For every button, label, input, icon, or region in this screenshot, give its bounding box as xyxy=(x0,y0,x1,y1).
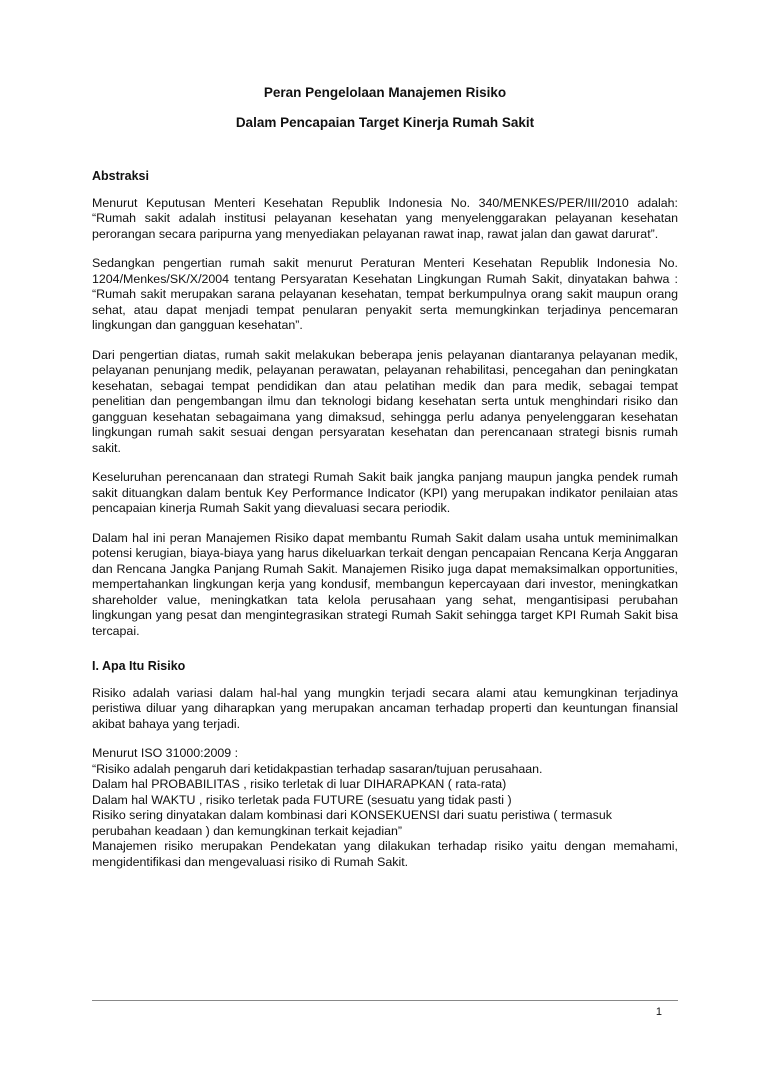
iso-line: “Risiko adalah pengaruh dari ketidakpastian terhadap sasaran/tujuan perusahaan. xyxy=(92,761,543,776)
iso-line: Risiko sering dinyatakan dalam kombinasi dari KONSEKUENSI dari suatu peristiwa ( termasuk xyxy=(92,808,612,822)
abstract-paragraph: Sedangkan pengertian rumah sakit menurut Peraturan Menteri Kesehatan Republik Indonesia No. 1204/Menkes/SK/X/2004 tentang Persyaratan Kesehatan Lingkungan Rumah Sakit, dinyatakan bahwa : “Rumah sakit merupakan sarana pelayanan kesehatan, tempat berkumpulnya orang sakit maupun orang sehat, atau dapat menjadi tempat penularan penyakit serta memungkinkan terjadinya pencemaran lingkungan dan gangguan kesehatan”. xyxy=(92,256,678,332)
iso-line: Menurut ISO 31000:2009 : xyxy=(92,746,239,760)
section-paragraph: Risiko adalah variasi dalam hal-hal yang mungkin terjadi secara alami atau kemungkinan terjadinya peristiwa diluar yang diharapkan yang merupakan ancaman terhadap properti dan keuntungan finansial akibat bahaya yang terjadi. xyxy=(92,685,678,731)
section-heading: I. Apa Itu Risiko xyxy=(92,659,186,673)
abstract-paragraph: Menurut Keputusan Menteri Kesehatan Republik Indonesia No. 340/MENKES/PER/III/2010 adalah: “Rumah sakit adalah institusi pelayanan kesehatan yang menyelenggarakan pelayanan kesehatan perorangan secara paripurna yang menyediakan pelayanan rawat inap, rawat jalan dan gawat darurat”. xyxy=(92,195,678,241)
document-subtitle: Dalam Pencapaian Target Kinerja Rumah Sakit xyxy=(235,115,535,130)
document-title: Peran Pengelolaan Manajemen Risiko xyxy=(263,85,507,100)
iso-line: perubahan keadaan ) dan kemungkinan terkait kejadian” xyxy=(92,823,402,838)
abstract-paragraph: Keseluruhan perencanaan dan strategi Rumah Sakit baik jangka panjang maupun jangka pendek rumah sakit dituangkan dalam bentuk Key Performance Indicator (KPI) yang merupakan indikator penilaian atas pencapaian kinerja Rumah Sakit yang dievaluasi secara periodik. xyxy=(92,470,678,515)
footer-divider xyxy=(92,1000,678,1001)
abstract-paragraph: Dalam hal ini peran Manajemen Risiko dapat membantu Rumah Sakit dalam usaha untuk meminimalkan potensi kerugian, biaya-biaya yang harus dikeluarkan terkait dengan pencapaian Rencana Kerja Anggaran dan Rencana Jangka Panjang Rumah Sakit. Manajemen Risiko juga dapat memaksimalkan opportunities, mempertahankan lingkungan kerja yang kondusif, membangun kepercayaan dari investor, meningkatkan shareholder value, meningkatkan tata kelola perusahaan yang sehat, mengantisipasi perubahan lingkungan yang pesat dan mengintegrasikan strategi Rumah Sakit sehingga target KPI Rumah Sakit bisa tercapai. xyxy=(92,530,678,638)
page-number: 1 xyxy=(655,1006,662,1018)
abstract-heading: Abstraksi xyxy=(92,169,149,183)
abstract-paragraph: Dari pengertian diatas, rumah sakit melakukan beberapa jenis pelayanan diantaranya pelayanan medik, pelayanan penunjang medik, pelayanan perawatan, pelayanan rehabilitasi, pencegahan dan peningkatan kesehatan, sebagai tempat pendidikan dan atau pelatihan medik dan para medik, sebagai tempat penelitian dan pengembangan ilmu dan teknologi bidang kesehatan serta untuk menghindari risiko dan gangguan kesehatan sebagaimana yang dimaksud, sehingga perlu adanya penyelenggaran kesehatan lingkungan rumah sakit sesuai dengan persyaratan kesehatan dan perencanaan strategi bisnis rumah sakit. xyxy=(92,347,678,455)
document-page xyxy=(92,84,678,870)
closing-paragraph: Manajemen risiko merupakan Pendekatan yang dilakukan terhadap risiko yaitu dengan memahami, mengidentifikasi dan mengevaluasi risiko di Rumah Sakit. xyxy=(92,839,678,869)
iso-line: Dalam hal WAKTU , risiko terletak pada FUTURE (sesuatu yang tidak pasti ) xyxy=(92,792,512,807)
iso-definition-block xyxy=(92,746,678,870)
iso-line: Dalam hal PROBABILITAS , risiko terletak di luar DIHARAPKAN ( rata-rata) xyxy=(92,777,507,791)
